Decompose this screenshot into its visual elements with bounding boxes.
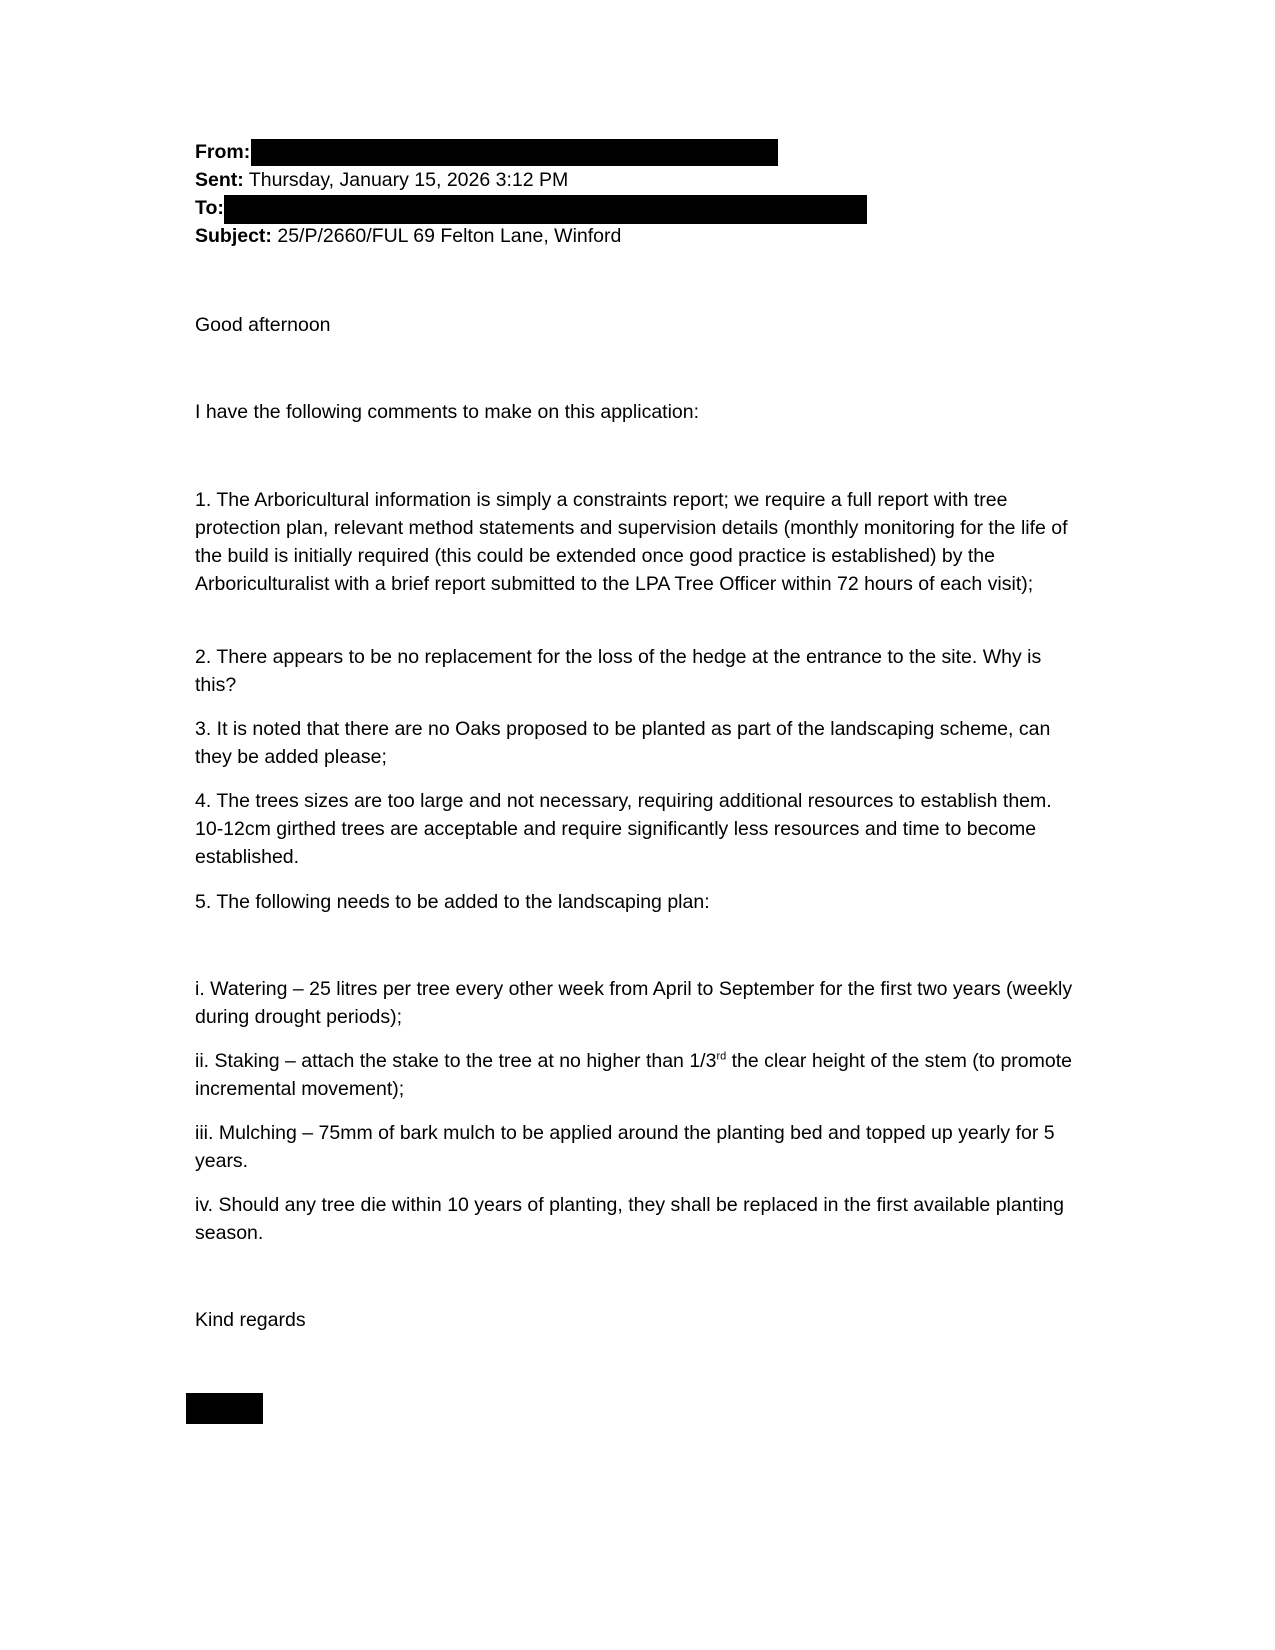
staking-text-start: ii. Staking – attach the stake to the tree at no higher than 1/3: [195, 1050, 717, 1072]
intro-text: I have the following comments to make on this application:: [195, 401, 700, 423]
to-line: [195, 194, 224, 222]
closing: Kind regards: [195, 1309, 306, 1331]
subitem-watering: i. Watering – 25 litres per tree every other week from April to September for the first two years (weekly during drought periods);: [195, 978, 1073, 1028]
sent-value: Thursday, January 15, 2026 3:12 PM: [248, 169, 569, 191]
to-redaction: [224, 195, 867, 224]
comment-item-3: 3. It is noted that there are no Oaks proposed to be planted as part of the landscaping scheme, can they be added please;: [195, 718, 1051, 768]
subject-line: [195, 222, 621, 250]
staking-superscript: rd: [716, 1050, 727, 1063]
comment-item-1: 1. The Arboricultural information is simply a constraints report; we require a full report with tree protection plan, relevant method statements and supervision details (monthly monitoring for the life of the build is initially required (this could be extended once good practice is established) by the Arboriculturalist with a brief report submitted to the LPA Tree Officer within 72 hours of each visit);: [195, 489, 1068, 595]
subject-value: 25/P/2660/FUL 69 Felton Lane, Winford: [277, 225, 622, 247]
signature-redaction: [186, 1393, 263, 1424]
staking-text-end: the clear height of the stem (to promote incremental movement);: [195, 1050, 1072, 1100]
sent-line: [195, 166, 568, 194]
subitem-staking: [195, 1047, 1080, 1103]
comment-item-2: 2. There appears to be no replacement for the loss of the hedge at the entrance to the site. Why is this?: [195, 646, 1042, 696]
subitem-replacement: iv. Should any tree die within 10 years of planting, they shall be replaced in the first available planting season.: [195, 1194, 1064, 1244]
sent-label: Sent:: [195, 169, 244, 191]
comment-item-5: 5. The following needs to be added to the landscaping plan:: [195, 891, 710, 913]
comment-item-4: 4. The trees sizes are too large and not necessary, requiring additional resources to establish them. 10-12cm girthed trees are acceptable and require significantly less resources and time to become established.: [195, 790, 1052, 868]
from-redaction: [251, 139, 778, 166]
to-label: To:: [195, 197, 224, 219]
from-label: From:: [195, 141, 251, 163]
subject-label: Subject:: [195, 225, 272, 247]
subitem-mulching: iii. Mulching – 75mm of bark mulch to be applied around the planting bed and topped up yearly for 5 years.: [195, 1122, 1055, 1172]
greeting: Good afternoon: [195, 314, 331, 336]
from-line: [195, 138, 250, 166]
